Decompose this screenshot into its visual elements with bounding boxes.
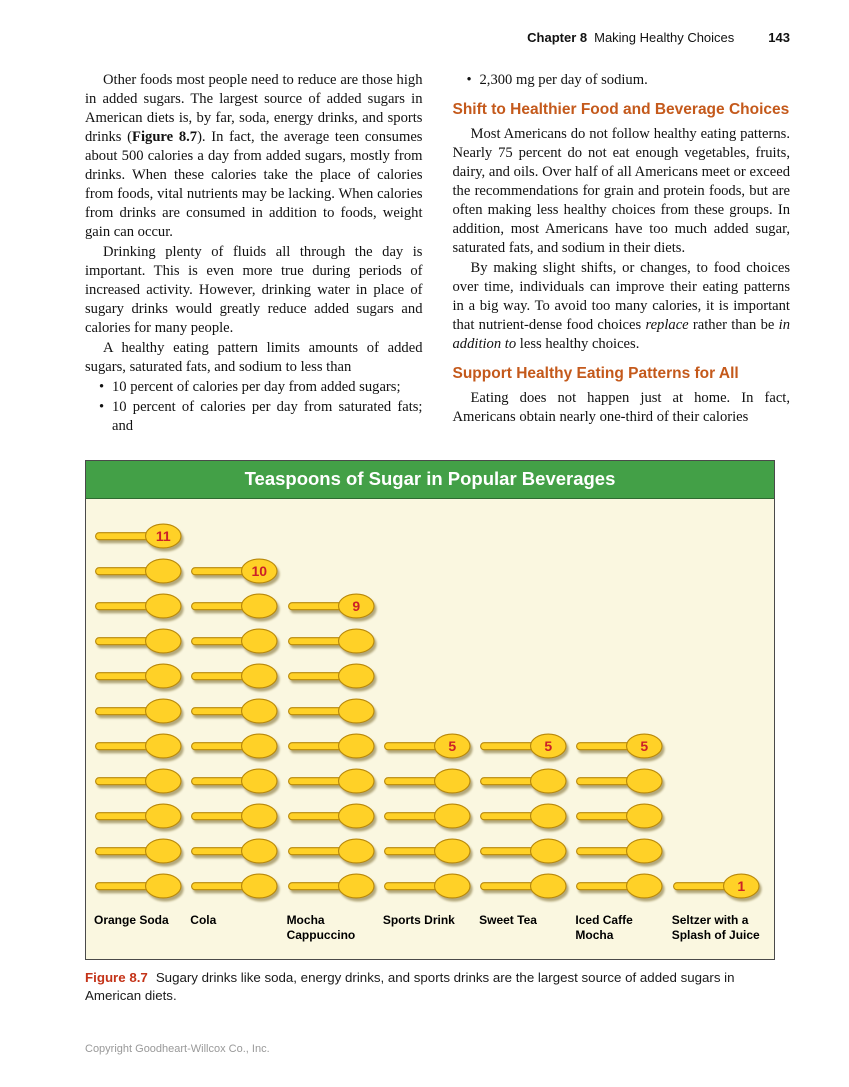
- spoon: [383, 868, 479, 903]
- paragraph: Drinking plenty of fluids all through the day is important. This is even more true during periods of increased activity. However, drinking water in place of sugary drinks would greatly reduce added sugars and calories for many people.: [85, 243, 423, 336]
- spoon: [575, 763, 671, 798]
- beverage-label: Iced Caffe Mocha: [575, 913, 633, 943]
- spoon-icon: [383, 732, 473, 760]
- spoon: [287, 658, 383, 693]
- spoon-icon: [94, 837, 184, 865]
- spoon-stack: [287, 588, 383, 903]
- spoon-stack: [383, 728, 479, 903]
- spoon-icon: [190, 872, 280, 900]
- spoon-icon: [94, 662, 184, 690]
- spoon: [479, 728, 575, 763]
- spoon-icon: [190, 627, 280, 655]
- spoon: [94, 728, 190, 763]
- bullet-item: • 10 percent of calories per day from added sugars;: [99, 378, 423, 397]
- spoon: [479, 833, 575, 868]
- spoon-icon: [190, 837, 280, 865]
- spoon-icon: [575, 732, 665, 760]
- spoon: [287, 623, 383, 658]
- spoon-icon: [575, 802, 665, 830]
- spoon-icon: [94, 592, 184, 620]
- spoon: [190, 868, 286, 903]
- spoon-icon: [287, 872, 377, 900]
- spoon-icon: [479, 837, 569, 865]
- emphasized-text: replace: [645, 316, 689, 333]
- spoon-count-label: 5: [448, 738, 457, 755]
- spoon-icon: [287, 802, 377, 830]
- spoon-stack: [672, 868, 768, 903]
- spoon: [575, 833, 671, 868]
- spoon: [190, 658, 286, 693]
- spoon-icon: [287, 837, 377, 865]
- spoon: [287, 868, 383, 903]
- spoon: [94, 623, 190, 658]
- spoon-icon: [383, 802, 473, 830]
- spoon-icon: [383, 872, 473, 900]
- spoon: [287, 798, 383, 833]
- spoon-icon: [190, 802, 280, 830]
- spoon: [672, 868, 768, 903]
- pictograph-column: [672, 513, 768, 951]
- pictograph: [94, 513, 768, 951]
- spoon: [94, 518, 190, 553]
- spoon: [383, 763, 479, 798]
- spoon-icon: [190, 557, 280, 585]
- paragraph-text: ). In fact, the average teen consumes about 500 calories a day from added sugars, mostly from drinks. When these calories take the place of calories from foods, vital nutrients may be lacking. When calories from drinks are consumed in addition to foods, weight gain can occur.: [85, 128, 423, 240]
- figure-caption-label: Figure 8.7: [85, 970, 148, 986]
- spoon-icon: [287, 662, 377, 690]
- left-column: [85, 71, 423, 438]
- spoon-icon: [94, 627, 184, 655]
- spoon-icon: [672, 872, 762, 900]
- spoon: [287, 693, 383, 728]
- beverage-label: Seltzer with a Splash of Juice: [671, 913, 760, 943]
- figure-caption-text: Sugary drinks like soda, energy drinks, and sports drinks are the largest source of added sugars in American diets.: [85, 970, 735, 1004]
- paragraph: [85, 71, 423, 242]
- spoon: [575, 728, 671, 763]
- chapter-number: Chapter 8: [527, 30, 588, 45]
- spoon: [94, 833, 190, 868]
- paragraph-text: rather than be: [688, 316, 779, 333]
- spoon-icon: [575, 837, 665, 865]
- pictograph-column: [575, 513, 671, 951]
- spoon: [575, 798, 671, 833]
- section-heading: Shift to Healthier Food and Beverage Choices: [452, 100, 790, 118]
- spoon-icon: [287, 627, 377, 655]
- spoon: [287, 728, 383, 763]
- spoon: [383, 798, 479, 833]
- spoon-icon: [287, 732, 377, 760]
- spoon-icon: [287, 697, 377, 725]
- spoon-count-label: 10: [251, 563, 268, 580]
- paragraph: A healthy eating pattern limits amounts of added sugars, saturated fats, and sodium to less than: [85, 339, 423, 375]
- text-columns: [85, 71, 790, 438]
- spoon-icon: [479, 802, 569, 830]
- figure-title: Teaspoons of Sugar in Popular Beverages: [86, 461, 774, 499]
- spoon: [94, 658, 190, 693]
- pictograph-column: [94, 513, 190, 951]
- pictograph-column: [479, 513, 575, 951]
- beverage-label: Sweet Tea: [479, 913, 537, 928]
- spoon-icon: [190, 697, 280, 725]
- figure-caption: [85, 969, 775, 1005]
- spoon: [190, 588, 286, 623]
- paragraph-text: Other foods most people need to reduce are those high in added sugars. The largest source of added sugars in American diets is, by far, soda, energy drinks, and sports drinks (: [85, 72, 423, 145]
- spoon-stack: [94, 518, 190, 903]
- spoon: [190, 798, 286, 833]
- spoon-stack: [479, 728, 575, 903]
- spoon: [94, 798, 190, 833]
- spoon: [287, 833, 383, 868]
- spoon: [190, 833, 286, 868]
- spoon-icon: [94, 697, 184, 725]
- spoon: [383, 728, 479, 763]
- spoon-stack: [190, 553, 286, 903]
- right-column: [453, 71, 791, 438]
- beverage-label: Orange Soda: [94, 913, 169, 928]
- spoon-icon: [190, 662, 280, 690]
- beverage-label: Sports Drink: [382, 913, 455, 928]
- spoon-icon: [383, 837, 473, 865]
- spoon-icon: [94, 522, 184, 550]
- spoon: [287, 588, 383, 623]
- spoon-icon: [479, 732, 569, 760]
- figure-8-7: [85, 460, 775, 960]
- spoon: [479, 798, 575, 833]
- paragraph-text: By making slight shifts, or changes, to food choices over time, individuals can improve their eating patterns in a big way. To avoid too many calories, it is important that nutrient-dense food choices: [452, 259, 790, 333]
- page-number: 143: [768, 30, 790, 45]
- spoon-icon: [94, 557, 184, 585]
- spoon: [94, 588, 190, 623]
- beverage-label: Mocha Cappuccino: [286, 913, 356, 943]
- spoon-icon: [190, 767, 280, 795]
- figure-reference: Figure 8.7: [132, 128, 198, 145]
- spoon-count-label: 9: [351, 598, 360, 615]
- spoon: [190, 728, 286, 763]
- copyright-notice: Copyright Goodheart-Willcox Co., Inc.: [85, 1043, 270, 1055]
- spoon-icon: [575, 767, 665, 795]
- spoon-icon: [190, 732, 280, 760]
- pictograph-column: [287, 513, 383, 951]
- paragraph-text: less healthy choices.: [516, 335, 640, 352]
- spoon: [94, 763, 190, 798]
- bullet-item: • 10 percent of calories per day from saturated fats; and: [99, 398, 423, 436]
- spoon-icon: [94, 732, 184, 760]
- spoon: [94, 693, 190, 728]
- spoon: [383, 833, 479, 868]
- paragraph: [453, 259, 791, 354]
- bullet-list: [467, 71, 791, 90]
- spoon: [190, 693, 286, 728]
- spoon: [190, 553, 286, 588]
- running-head: [85, 30, 790, 45]
- spoon-count-label: 5: [544, 738, 553, 755]
- spoon: [479, 763, 575, 798]
- spoon: [479, 868, 575, 903]
- spoon-icon: [575, 872, 665, 900]
- chapter-title: Making Healthy Choices: [594, 30, 735, 45]
- spoon-icon: [190, 592, 280, 620]
- beverage-label: Cola: [190, 913, 217, 928]
- spoon-icon: [479, 872, 569, 900]
- spoon: [94, 553, 190, 588]
- spoon: [190, 763, 286, 798]
- spoon-icon: [287, 767, 377, 795]
- spoon-count-label: 5: [640, 738, 649, 755]
- spoon: [190, 623, 286, 658]
- bullet-item: • 2,300 mg per day of sodium.: [467, 71, 791, 90]
- paragraph: Most Americans do not follow healthy eating patterns. Nearly 75 percent do not eat enough vegetables, fruits, dairy, and oils. Over half of all Americans meet or exceed the recommendations for grain and protein foods, but are often making less healthy choices from these groups. In addition, most Americans have too much added sugar, saturated fats, and sodium in their diets.: [452, 126, 790, 256]
- pictograph-column: [383, 513, 479, 951]
- spoon-count-label: 1: [737, 878, 745, 895]
- spoon: [94, 868, 190, 903]
- spoon-icon: [94, 767, 184, 795]
- pictograph-column: [190, 513, 286, 951]
- emphasized-text: in addition to: [452, 316, 790, 352]
- paragraph: Eating does not happen just at home. In fact, Americans obtain nearly one-third of their calories: [452, 389, 790, 425]
- figure-body: [86, 499, 774, 959]
- section-heading: Support Healthy Eating Patterns for All: [452, 364, 739, 382]
- spoon-icon: [94, 872, 184, 900]
- spoon: [287, 763, 383, 798]
- spoon-icon: [479, 767, 569, 795]
- spoon-icon: [287, 592, 377, 620]
- spoon-icon: [383, 767, 473, 795]
- spoon-stack: [575, 728, 671, 903]
- bullet-list: [99, 378, 423, 437]
- spoon-count-label: 11: [155, 528, 171, 545]
- spoon-icon: [94, 802, 184, 830]
- spoon: [575, 868, 671, 903]
